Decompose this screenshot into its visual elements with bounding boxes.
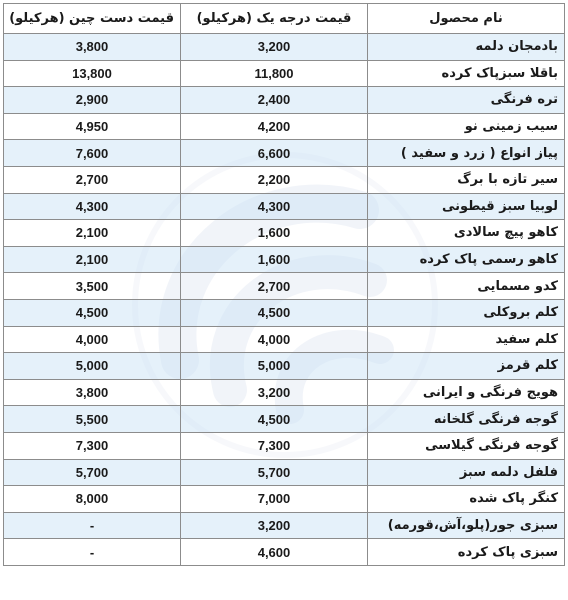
product-name-cell: تره فرنگی <box>368 87 565 114</box>
first-grade-price-cell: 6,600 <box>181 140 368 167</box>
product-name-cell: کدو مسمایی <box>368 273 565 300</box>
first-grade-price-cell: 7,000 <box>181 486 368 513</box>
first-grade-price-cell: 4,200 <box>181 113 368 140</box>
handpicked-price-cell: 2,700 <box>4 166 181 193</box>
table-row <box>4 539 565 566</box>
table-row <box>4 87 565 114</box>
handpicked-price-cell: 8,000 <box>4 486 181 513</box>
handpicked-price-cell: 2,100 <box>4 246 181 273</box>
table-row <box>4 193 565 220</box>
product-name-cell: کاهو پیچ سالادی <box>368 220 565 247</box>
table-row <box>4 459 565 486</box>
table-row <box>4 512 565 539</box>
product-name-cell: سیب زمینی نو <box>368 113 565 140</box>
table-row <box>4 273 565 300</box>
first-grade-price-cell: 4,500 <box>181 406 368 433</box>
price-table <box>3 3 565 566</box>
first-grade-price-cell: 4,300 <box>181 193 368 220</box>
table-row <box>4 299 565 326</box>
product-name-cell: باقلا سبزپاک کرده <box>368 60 565 87</box>
product-name-cell: پیاز انواع ( زرد و سفید ) <box>368 140 565 167</box>
product-name-cell: بادمجان دلمه <box>368 34 565 61</box>
first-grade-price-cell: 4,000 <box>181 326 368 353</box>
table-row <box>4 432 565 459</box>
first-grade-price-cell: 7,300 <box>181 432 368 459</box>
table-row <box>4 353 565 380</box>
handpicked-price-cell: 2,100 <box>4 220 181 247</box>
product-name-cell: کلم بروکلی <box>368 299 565 326</box>
first-grade-price-cell: 1,600 <box>181 246 368 273</box>
first-grade-price-cell: 5,700 <box>181 459 368 486</box>
first-grade-price-cell: 1,600 <box>181 220 368 247</box>
handpicked-price-cell: 4,000 <box>4 326 181 353</box>
handpicked-price-cell: 5,700 <box>4 459 181 486</box>
first-grade-price-cell: 3,200 <box>181 34 368 61</box>
handpicked-price-cell: 5,500 <box>4 406 181 433</box>
table-row <box>4 486 565 513</box>
table-row <box>4 140 565 167</box>
table-row <box>4 326 565 353</box>
table-row <box>4 60 565 87</box>
table-header-row <box>4 4 565 34</box>
first-grade-price-cell: 4,600 <box>181 539 368 566</box>
product-name-cell: کلم قرمز <box>368 353 565 380</box>
handpicked-price-cell: 2,900 <box>4 87 181 114</box>
handpicked-price-cell: 3,500 <box>4 273 181 300</box>
handpicked-price-cell: 4,300 <box>4 193 181 220</box>
table-row <box>4 166 565 193</box>
handpicked-price-cell: 4,950 <box>4 113 181 140</box>
table-row <box>4 379 565 406</box>
product-name-cell: گوجه فرنگی گیلاسی <box>368 432 565 459</box>
table-row <box>4 220 565 247</box>
first-grade-price-cell: 5,000 <box>181 353 368 380</box>
table-row <box>4 34 565 61</box>
product-name-cell: سبزی پاک کرده <box>368 539 565 566</box>
handpicked-price-cell: 7,300 <box>4 432 181 459</box>
product-name-cell: سبزی جور(پلو،آش،قورمه) <box>368 512 565 539</box>
handpicked-price-cell: 5,000 <box>4 353 181 380</box>
product-name-cell: کنگر پاک شده <box>368 486 565 513</box>
table-row <box>4 246 565 273</box>
product-name-cell: کاهو رسمی پاک کرده <box>368 246 565 273</box>
handpicked-price-cell: 13,800 <box>4 60 181 87</box>
header-product-name: نام محصول <box>368 4 565 34</box>
product-name-cell: کلم سفید <box>368 326 565 353</box>
header-handpicked-price: قیمت دست چین (هرکیلو) <box>4 4 181 34</box>
first-grade-price-cell: 2,700 <box>181 273 368 300</box>
handpicked-price-cell: - <box>4 512 181 539</box>
product-name-cell: سیر تازه با برگ <box>368 166 565 193</box>
first-grade-price-cell: 4,500 <box>181 299 368 326</box>
first-grade-price-cell: 3,200 <box>181 379 368 406</box>
first-grade-price-cell: 2,200 <box>181 166 368 193</box>
handpicked-price-cell: 3,800 <box>4 34 181 61</box>
table-row <box>4 113 565 140</box>
first-grade-price-cell: 2,400 <box>181 87 368 114</box>
first-grade-price-cell: 11,800 <box>181 60 368 87</box>
handpicked-price-cell: 4,500 <box>4 299 181 326</box>
product-name-cell: هویج فرنگی و ایرانی <box>368 379 565 406</box>
header-first-grade-price: قیمت درجه یک (هرکیلو) <box>181 4 368 34</box>
product-name-cell: لوبیا سبز قیطونی <box>368 193 565 220</box>
first-grade-price-cell: 3,200 <box>181 512 368 539</box>
product-name-cell: فلفل دلمه سبز <box>368 459 565 486</box>
product-name-cell: گوجه فرنگی گلخانه <box>368 406 565 433</box>
handpicked-price-cell: - <box>4 539 181 566</box>
handpicked-price-cell: 7,600 <box>4 140 181 167</box>
table-row <box>4 406 565 433</box>
handpicked-price-cell: 3,800 <box>4 379 181 406</box>
